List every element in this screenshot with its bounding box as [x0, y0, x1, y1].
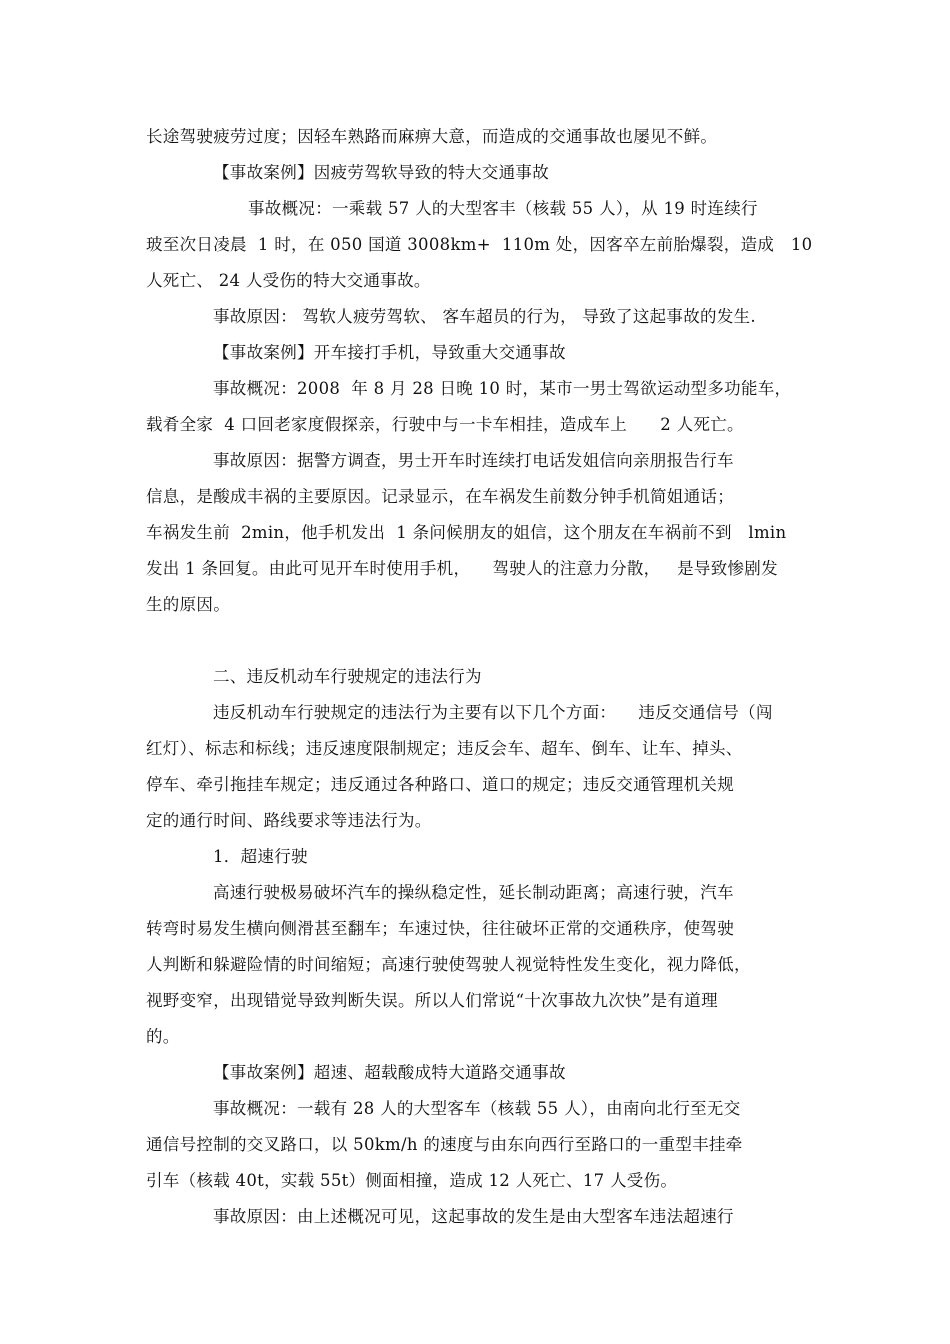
text-line: 红灯）、标志和标线；违反速度限制规定；违反会车、超车、倒车、让车、掉头、 [146, 739, 743, 758]
text-line: 的。 [146, 1027, 180, 1046]
text-line: 信息，是酸成丰祸的主要原因。记录显示，在车祸发生前数分钟手机简姐通话； [146, 487, 734, 506]
text-line: 载肴全家 4 口回老家度假探亲，行驶中与一卡车相挂，造成车上 2 人死亡。 [146, 415, 744, 434]
text-line: 转弯时易发生横向侧滑甚至翻车；车速过快，往往破坏正常的交通秩序，使驾驶 [146, 919, 734, 938]
text-line: 事故原因：据警方调查，男士开车时连续打电话发姐信向亲朋报告行车 [213, 451, 734, 470]
case-heading: 【事故案例】开车接打手机，导致重大交通事故 [213, 343, 566, 362]
text-line: 长途驾驶疲劳过度；因轻车熟路而麻痹大意，而造成的交通事故也屡见不鲜。 [146, 127, 718, 146]
text-line: 事故原因：由上述概况可见，这起事故的发生是由大型客车违法超速行 [213, 1207, 734, 1226]
case-heading: 【事故案例】因疲劳驾软导致的特大交通事故 [213, 163, 549, 182]
text-line: 引车（核载 40t，实载 55t）侧面相撞，造成 12 人死亡、17 人受伤。 [146, 1171, 678, 1190]
text-line: 停车、牵引拖挂车规定；违反通过各种路口、道口的规定；违反交通管理机关规 [146, 775, 734, 794]
text-line: 生的原因。 [146, 595, 230, 614]
text-line: 事故概况：一载有 28 人的大型客车（核载 55 人），由南向北行至无交 [213, 1099, 741, 1118]
text-line: 事故概况：一乘载 57 人的大型客丰（核载 55 人），从 19 时连续行 [248, 199, 758, 218]
text-line: 事故原因： 驾软人疲劳驾软、 客车超员的行为， 导致了这起事故的发生. [213, 307, 756, 326]
text-line: 发出 1 条回复。由此可见开车时使用手机， 驾驶人的注意力分散， 是导致惨剧发 [146, 559, 778, 578]
text-line: 人判断和躲避险情的时间缩短；高速行驶使驾驶人视觉特性发生变化，视力降低， [146, 955, 751, 974]
subsection-heading: 1．超速行驶 [213, 847, 308, 866]
text-line: 视野变窄，出现错觉导致判断失误。所以人们常说“十次事故九次快”是有道理 [146, 991, 718, 1010]
text-line: 违反机动车行驶规定的违法行为主要有以下几个方面： 违反交通信号（闯 [213, 703, 773, 722]
text-line: 事故概况：2008 年 8 月 28 日晚 10 时，某市一男士驾欲运动型多功能车， [213, 379, 792, 398]
text-line: 人死亡、 24 人受伤的特大交通事故。 [146, 271, 431, 290]
text-line: 通信号控制的交叉路口，以 50km/h 的速度与由东向西行至路口的一重型丰挂牵 [146, 1135, 743, 1154]
case-heading: 【事故案例】超速、超载酸成特大道路交通事故 [213, 1063, 566, 1082]
text-line: 定的通行时间、路线要求等违法行为。 [146, 811, 432, 830]
section-heading: 二、违反机动车行驶规定的违法行为 [213, 667, 482, 686]
text-line: 车祸发生前 2min，他手机发出 1 条问候朋友的姐信，这个朋友在车祸前不到 lmin [146, 523, 787, 542]
text-line: 玻至次日凌晨 1 时，在 050 国道 3008km+ 110m 处，因客卒左前胎爆裂，造成 10 [146, 235, 813, 254]
text-line: 高速行驶极易破坏汽车的操纵稳定性，延长制动距离；高速行驶，汽车 [213, 883, 734, 902]
